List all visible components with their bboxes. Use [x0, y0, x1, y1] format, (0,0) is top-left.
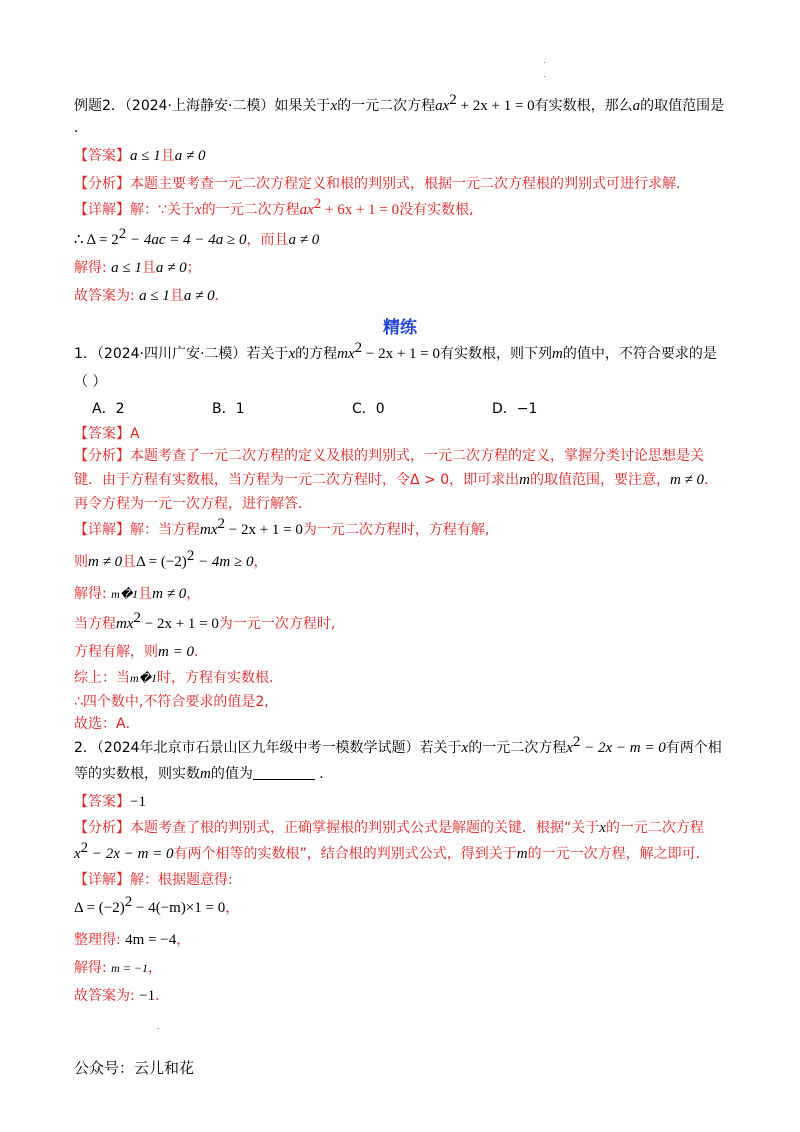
q1-detail-line3: 解得: m�1且m ≠ 0， — [74, 586, 201, 602]
q2-detail-line3: 整理得: 4m = −4， — [74, 932, 191, 948]
example-step-solve: 解得: a ≤ 1且a ≠ 0； — [74, 260, 201, 276]
q1-answer: 【答案】A — [74, 426, 140, 442]
stray-mark: . — [157, 1022, 160, 1031]
example-step-discriminant: ∴ $\Delta = 2^2 - 4ac = 4 - 4a \ge 0$，而且a ≠ 0 — [74, 226, 320, 248]
q1-option-c: C．0 — [352, 401, 385, 417]
q2-question: 2．（2024年北京市石景山区九年级中考一模数学试题）若关于x的一元二次方程$x^2 - 2x - m = 0$有两个相 — [74, 734, 722, 756]
q1-detail-line4: 当方程$mx^2 - 2x + 1 = 0$为一元一次方程时, — [74, 610, 336, 632]
example-analysis: 【分析】本题主要考查一元二次方程定义和根的判别式，根据一元二次方程根的判别式可进行求解． — [74, 176, 690, 192]
q1-detail-line1: 【详解】解：当方程$mx^2 - 2x + 1 = 0$为一元二次方程时，方程有解, — [74, 516, 490, 538]
q1-detail-line7: ∴四个数中,不符合要求的值是2, — [74, 694, 269, 710]
q1-question: 1．（2024·四川广安·二模）若关于x的方程$mx^2 - 2x + 1 = 0$有实数根，则下列m的值中，不符合要求的是 — [74, 340, 717, 362]
q1-detail-line8: 故选：A． — [74, 716, 140, 732]
q1-option-b: B．1 — [212, 401, 245, 417]
q2-answer: 【答案】−1 — [74, 794, 146, 810]
q1-analysis-line2: 键．由于方程有实数根，当方程为一元二次方程时，令Δ > 0，即可求出m的取值范围，要注意，m ≠ 0． — [74, 472, 719, 488]
q2-analysis-line2: $x^2 - 2x - m = 0$有两个相等的实数根”，结合根的判别式公式，得到关于m的一元一次方程，解之即可． — [74, 840, 710, 862]
header-mark: . — [543, 56, 546, 65]
section-title: 精练 — [383, 318, 417, 338]
q2-detail-line4: 解得: m = −1， — [74, 960, 163, 976]
q1-paren: （ ） — [74, 374, 107, 390]
q1-option-a: A．2 — [92, 401, 125, 417]
example-final: 故答案为: a ≤ 1且a ≠ 0． — [74, 288, 229, 304]
q2-question-line2: 等的实数根，则实数m的值为 ． — [74, 766, 334, 782]
q2-analysis-line1: 【分析】本题考查了根的判别式，正确掌握根的判别式公式是解题的关键．根据“关于x的一元二次方程 — [74, 820, 704, 836]
example-blank: ． — [74, 120, 88, 136]
q1-detail-line2: 则m ≠ 0且$\Delta = (-2)^2 - 4m \ge 0$， — [74, 548, 268, 570]
q2-detail-line2: $\Delta = (-2)^2 - 4(-m)\times 1 = 0$， — [74, 894, 240, 916]
example-question: 例题2．（2024·上海静安·二模）如果关于x的一元二次方程$ax^2 + 2x + 1 = 0$有实数根，那么a的取值范围是 — [74, 92, 725, 114]
example-answer: 【答案】a ≤ 1且a ≠ 0 — [74, 148, 206, 164]
q1-analysis-line3: 再令方程为一元一次方程，进行解答． — [74, 496, 312, 512]
q2-detail-line1: 【详解】解：根据题意得: — [74, 872, 233, 888]
q2-answer-blank[interactable] — [253, 765, 315, 780]
q1-analysis-line1: 【分析】本题考查了一元二次方程的定义及根的判别式，一元二次方程的定义，掌握分类讨论思想是关 — [74, 448, 704, 464]
example-detail: 【详解】解：∵关于x的一元二次方程$ax^2 + 6x + 1 = 0$没有实数根, — [74, 196, 474, 218]
footer-text: 公众号：云儿和花 — [74, 1059, 195, 1077]
q2-detail-line5: 故答案为: −1． — [74, 988, 170, 1004]
q1-detail-line5: 方程有解，则m = 0． — [74, 644, 208, 660]
header-mark: . — [543, 70, 546, 79]
q1-detail-line6: 综上：当m�1时，方程有实数根． — [74, 670, 283, 686]
q1-option-d: D．−1 — [492, 401, 538, 417]
